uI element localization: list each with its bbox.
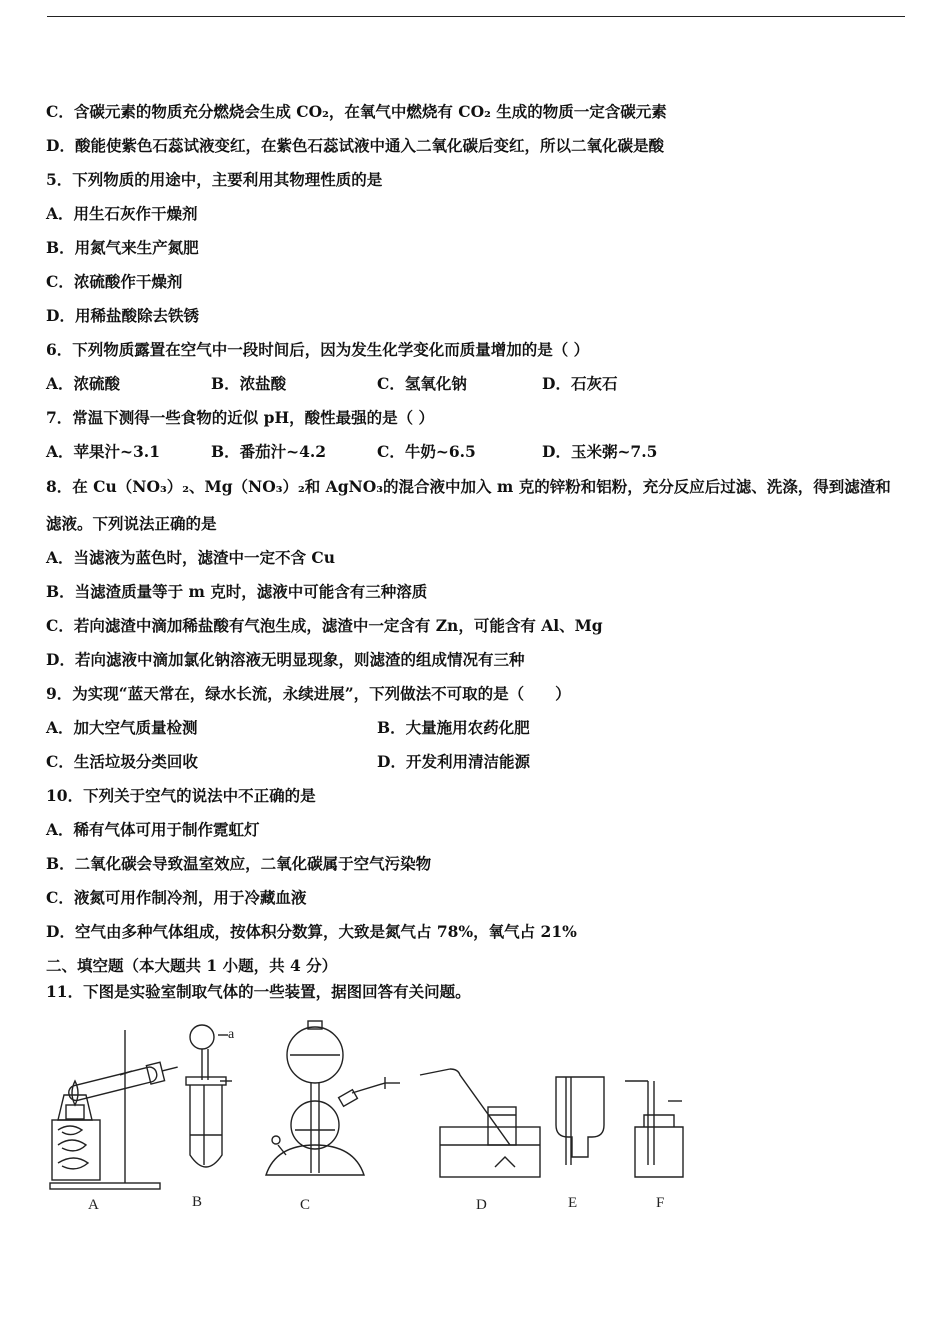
apparatus-d <box>420 1069 540 1177</box>
q7-option-d: D．玉米粥~7.5 <box>542 442 658 461</box>
label-a: A <box>88 1197 99 1213</box>
q11-stem: 11．下图是实验室制取气体的一些装置，据图回答有关问题。 <box>46 982 471 1001</box>
q8-stem-line1: 8．在 Cu（NO₃）₂、Mg（NO₃）₂和 AgNO₃的混合液中加入 m 克的锌粉和铝粉，充分反应后过滤、洗涤，得到滤渣和 <box>46 477 891 496</box>
apparatus-drawing <box>40 1015 740 1225</box>
q4-option-d: D．酸能使紫色石蕊试液变红，在紫色石蕊试液中通入二氧化碳后变红，所以二氧化碳是酸 <box>46 136 664 155</box>
q10-option-b: B．二氧化碳会导致温室效应，二氧化碳属于空气污染物 <box>46 854 432 873</box>
label-f: F <box>656 1195 665 1211</box>
q6-option-c: C．氢氧化钠 <box>377 374 467 393</box>
q6-option-a: A．浓硫酸 <box>46 374 121 393</box>
q4-option-c: C．含碳元素的物质充分燃烧会生成 CO₂，在氧气中燃烧有 CO₂ 生成的物质一定含碳元素 <box>46 102 667 121</box>
q10-option-a: A．稀有气体可用于制作霓虹灯 <box>46 820 260 839</box>
apparatus-b <box>186 1025 235 1167</box>
q6-option-d: D．石灰石 <box>542 374 618 393</box>
q8-stem-line2: 滤液。下列说法正确的是 <box>46 514 217 533</box>
q5-option-c: C．浓硫酸作干燥剂 <box>46 272 183 291</box>
q7-stem: 7．常温下测得一些食物的近似 pH，酸性最强的是（ ） <box>46 408 435 427</box>
q5-option-d: D．用稀盐酸除去铁锈 <box>46 306 199 325</box>
label-funnel-a: a <box>228 1027 235 1042</box>
apparatus-figure <box>40 1015 740 1225</box>
q10-option-c: C．液氮可用作制冷剂，用于冷藏血液 <box>46 888 307 907</box>
apparatus-e <box>556 1077 604 1165</box>
q10-option-d: D．空气由多种气体组成，按体积分数算，大致是氮气占 78%，氧气占 21% <box>46 922 577 941</box>
label-e: E <box>568 1195 578 1211</box>
q7-option-a: A．苹果汁~3.1 <box>46 442 160 461</box>
q5-option-b: B．用氮气来生产氮肥 <box>46 238 199 257</box>
q9-option-d: D．开发利用清洁能源 <box>377 752 530 771</box>
q8-option-c: C．若向滤渣中滴加稀盐酸有气泡生成，滤渣中一定含有 Zn，可能含有 Al、Mg <box>46 616 603 635</box>
q9-option-b: B．大量施用农药化肥 <box>377 718 530 737</box>
q6-option-b: B．浓盐酸 <box>211 374 287 393</box>
q6-stem: 6．下列物质露置在空气中一段时间后，因为发生化学变化而质量增加的是（ ） <box>46 340 590 359</box>
q5-option-a: A．用生石灰作干燥剂 <box>46 204 198 223</box>
q7-option-c: C．牛奶~6.5 <box>377 442 476 461</box>
label-c: C <box>300 1197 311 1213</box>
q9-option-a: A．加大空气质量检测 <box>46 718 198 737</box>
apparatus-f <box>625 1081 683 1177</box>
label-b: B <box>192 1194 203 1210</box>
apparatus-c <box>266 1021 400 1175</box>
q8-option-b: B．当滤渣质量等于 m 克时，滤液中可能含有三种溶质 <box>46 582 428 601</box>
section-heading: 二、填空题（本大题共 1 小题，共 4 分） <box>46 956 338 975</box>
q8-option-d: D．若向滤液中滴加氯化钠溶液无明显现象，则滤渣的组成情况有三种 <box>46 650 525 669</box>
apparatus-a <box>50 1030 180 1189</box>
q5-stem: 5．下列物质的用途中，主要利用其物理性质的是 <box>46 170 383 189</box>
q8-option-a: A．当滤液为蓝色时，滤渣中一定不含 Cu <box>46 548 336 567</box>
q9-stem: 9．为实现“蓝天常在，绿水长流，永续进展”，下列做法不可取的是（ ） <box>46 684 571 703</box>
q9-option-c: C．生活垃圾分类回收 <box>46 752 198 771</box>
label-d: D <box>476 1197 487 1213</box>
q10-stem: 10．下列关于空气的说法中不正确的是 <box>46 786 316 805</box>
header-rule <box>47 16 905 17</box>
q7-option-b: B．番茄汁~4.2 <box>211 442 327 461</box>
